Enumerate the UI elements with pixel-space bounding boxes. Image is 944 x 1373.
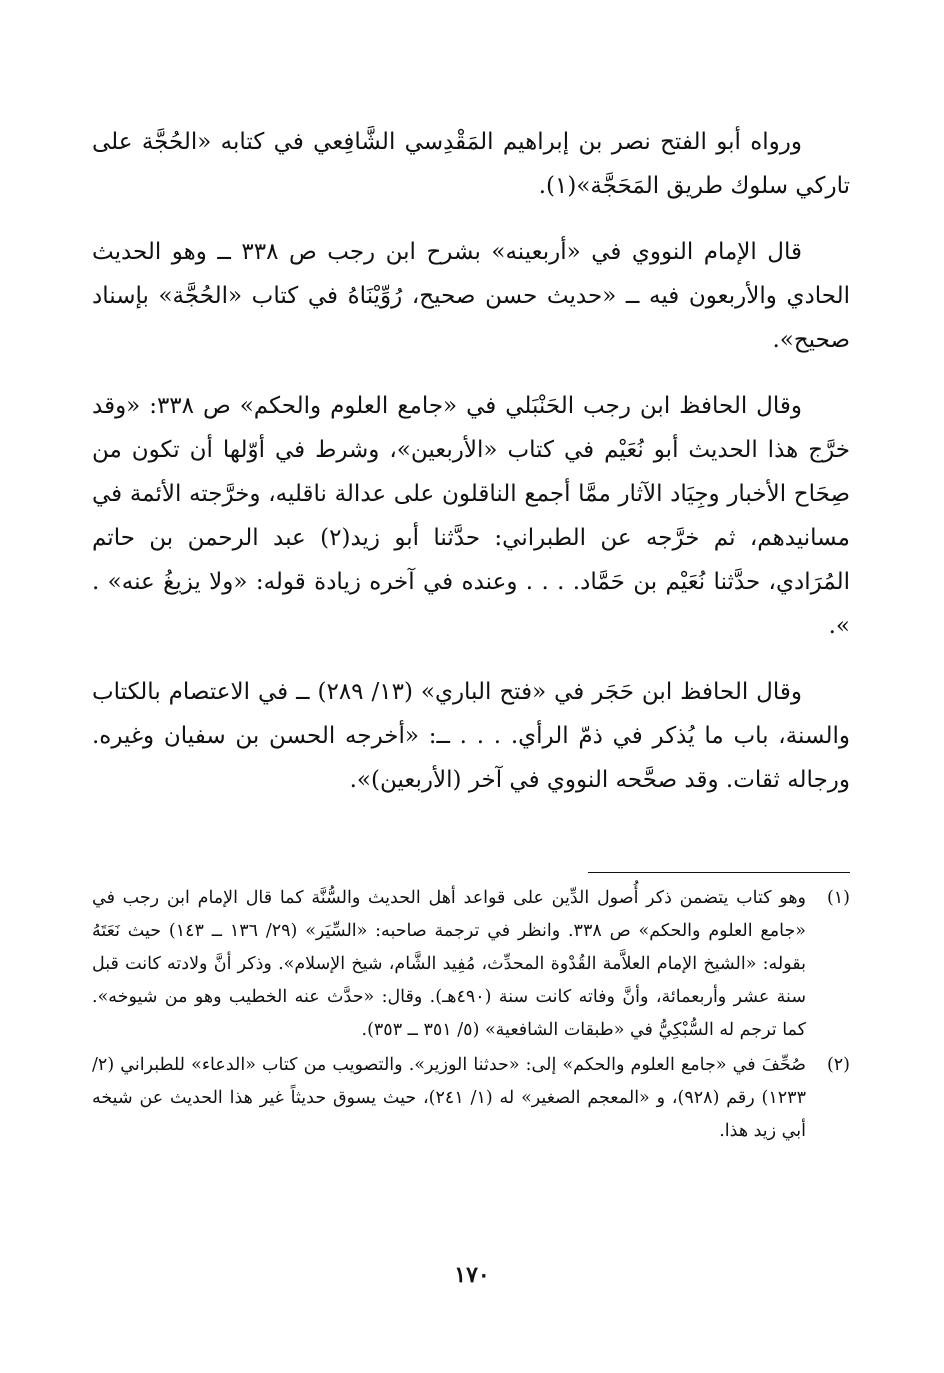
paragraph-1: ورواه أبو الفتح نصر بن إبراهيم المَقْدِسي الشَّافِعي في كتابه «الحُجَّة على تاركي سلوك طريق المَحَجَّة»(١). xyxy=(92,129,850,199)
footnote-1 xyxy=(92,882,850,1047)
footnote-2 xyxy=(92,1049,850,1148)
paragraph-4: وقال الحافظ ابن حَجَر في «فتح الباري» (١٣/ ٢٨٩) ــ في الاعتصام بالكتاب والسنة، باب ما يُذكر في ذمّ الرأي. . . . ــ: «أخرجه الحسن بن سفيان وغيره. ورجاله ثقات. وقد صحَّحه النووي في آخر (الأربعين)». xyxy=(92,679,850,793)
footnote-separator xyxy=(588,872,850,873)
footnote-text: صُحِّفَ في «جامع العلوم والحكم» إلى: «حدثنا الوزير». والتصويب من كتاب «الدعاء» للطبراني (٢/ ١٢٣٣) رقم (٩٢٨)، و «المعجم الصغير» له (١/ ٢٤١)، حيث يسوق حديثاً غير هذا الحديث عن شيخه أبي زيد هذا. xyxy=(92,1055,806,1141)
paragraph-2: قال الإمام النووي في «أربعينه» بشرح ابن رجب ص ٣٣٨ ــ وهو الحديث الحادي والأربعون فيه ــ «حديث حسن صحيح، رُوِّيْنَاهُ في كتاب «الحُجَّة» بإسناد صحيح». xyxy=(92,239,850,353)
main-text xyxy=(92,120,850,824)
footnote-number: (٢) xyxy=(826,1055,850,1075)
footnotes xyxy=(92,882,850,1150)
footnote-text: وهو كتاب يتضمن ذكر أُصول الدِّين على قواعد أهل الحديث والسُّنَّة كما قال الإمام ابن رجب في «جامع العلوم والحكم» ص ٣٣٨. وانظر في ترجمة صاحبه: «السِّيَر» (٢٩/ ١٣٦ ــ ١٤٣) حيث نَعَتَهُ بقوله: «الشيخ الإمام العلاَّمة القُدْوة المحدِّث، مُفِيد الشَّام، شيخ الإسلام». وذكر أنَّ ولادته كانت قبل سنة عشر وأربعمائة، وأنَّ وفاته كانت سنة (٤٩٠هـ). وقال: «حدَّث عنه الخطيب وهو من شيوخه». كما ترجم له السُّبْكِيُّ في «طبقات الشافعية» (٥/ ٣٥١ ــ ٣٥٣). xyxy=(92,888,806,1040)
paragraph-3: وقال الحافظ ابن رجب الحَنْبَلي في «جامع العلوم والحكم» ص ٣٣٨: «وقد خرَّج هذا الحديث أبو نُعَيْم في كتاب «الأربعين»، وشرط في أوّلها أن تكون من صِحَاح الأخبار وجِيَاد الآثار ممَّا أجمع الناقلون على عدالة ناقليه، وخرَّجته الأئمة في مسانيدهم، ثم خرَّجه عن الطبراني: حدَّثنا أبو زيد(٢) عبد الرحمن بن حاتم المُرَادي، حدَّثنا نُعَيْم بن حَمَّاد. . . . وعنده في آخره زيادة قوله: «ولا يزيغُ عنه» . ». xyxy=(92,393,850,639)
footnote-number: (١) xyxy=(826,888,850,908)
page-number: ١٧٠ xyxy=(454,1262,490,1288)
